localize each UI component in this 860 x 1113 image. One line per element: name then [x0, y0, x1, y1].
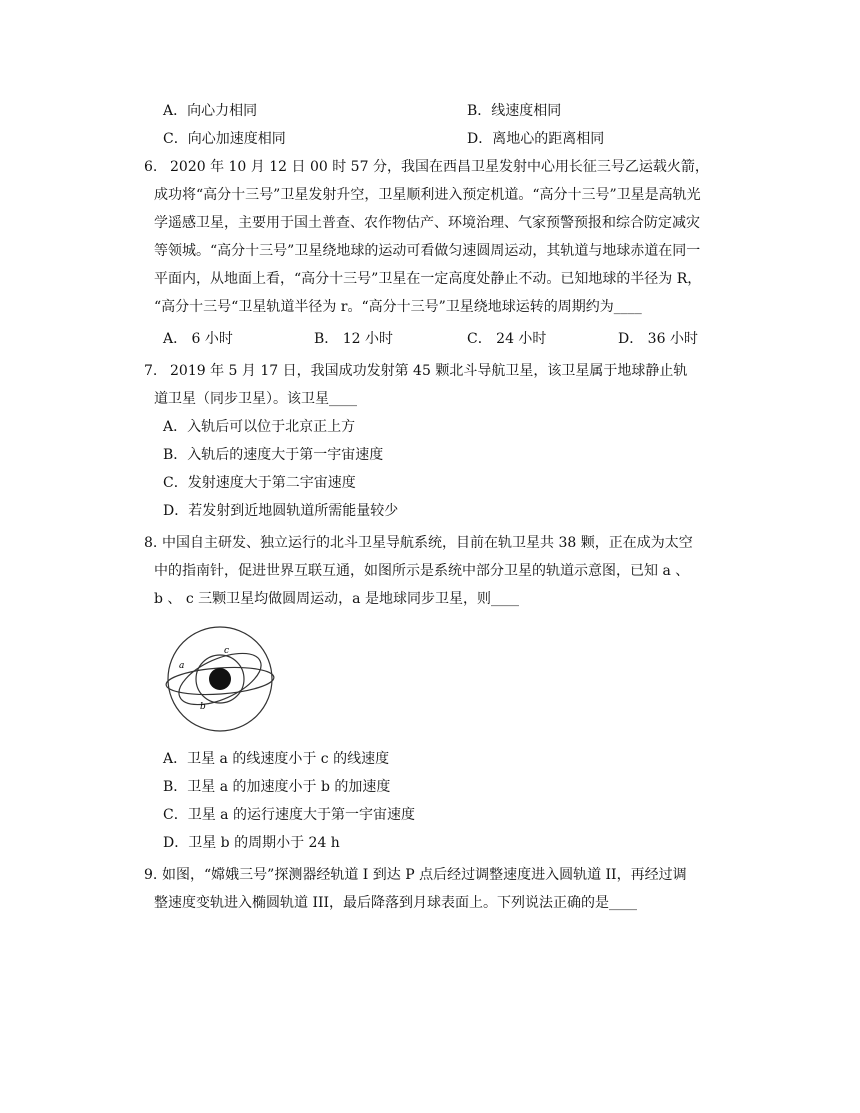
- q6-line-6: “高分十三号“卫星轨道半径为 r。“高分十三号”卫星绕地球运转的周期约为____: [154, 299, 642, 315]
- q9-line-2: 整速度变轨进入椭圆轨道 III，最后降落到月球表面上。下列说法正确的是____: [154, 895, 638, 911]
- satellite-orbit-figure: [164, 625, 276, 737]
- earth: [209, 668, 231, 690]
- label-b: b: [200, 702, 206, 712]
- prev-option-a: A．向心力相同: [163, 103, 258, 119]
- q7-option-c: C．发射速度大于第二宇宙速度: [163, 475, 356, 491]
- q9-number: 9.: [144, 867, 158, 883]
- q6-option-d: D． 36 小时: [618, 331, 698, 347]
- q7-line-2: 道卫星（同步卫星）。该卫星____: [154, 391, 357, 407]
- prev-option-d: D．离地心的距离相同: [467, 131, 605, 147]
- q7-number: 7.: [144, 363, 158, 379]
- q6-option-c: C． 24 小时: [467, 331, 547, 347]
- q8-option-c: C．卫星 a 的运行速度大于第一宇宙速度: [163, 807, 415, 823]
- q8-number: 8.: [144, 535, 158, 551]
- q8-option-a: A．卫星 a 的线速度小于 c 的线速度: [163, 751, 390, 767]
- q6-option-b: B． 12 小时: [314, 331, 394, 347]
- q7-option-b: B．入轨后的速度大于第一宇宙速度: [163, 447, 384, 463]
- q8-line-3: b 、 c 三颗卫星均做圆周运动，a 是地球同步卫星，则____: [154, 591, 519, 607]
- q6-line-4: 等领城。“高分十三号”卫星绕地球的运动可看做匀速圆周运动，其轨道与地球赤道在同一: [154, 243, 701, 259]
- q7-option-d: D．若发射到近地圆轨道所需能量较少: [163, 503, 399, 519]
- q8-line-2: 中的指南针，促进世界互联互通，如图所示是系统中部分卫星的轨道示意图，已知 a 、: [154, 563, 690, 579]
- q9-line-1: 如图，“嫦娥三号”探测器经轨道 I 到达 P 点后经过调整速度进入圆轨道 II，再经过调: [162, 867, 687, 883]
- q8-option-b: B．卫星 a 的加速度小于 b 的加速度: [163, 779, 391, 795]
- q6-line-2: 成功将“高分十三号”卫星发射升空，卫星顺利进入预定机道。“高分十三号”卫星是高轨光: [154, 187, 701, 203]
- prev-option-c: C．向心加速度相同: [163, 131, 286, 147]
- q6-line-5: 平面内，从地面上看，“高分十三号”卫星在一定高度处静止不动。已知地球的半径为 R，: [154, 271, 702, 287]
- label-c: c: [224, 646, 230, 656]
- q7-option-a: A．入轨后可以位于北京正上方: [163, 419, 356, 435]
- q7-line-1: 2019 年 5 月 17 日，我国成功发射第 45 颗北斗导航卫星，该卫星属于地球静止轨: [170, 363, 688, 379]
- q6-number: 6.: [144, 159, 158, 175]
- q6-line-1: 2020 年 10 月 12 日 00 时 57 分，我国在西昌卫星发射中心用长征三号乙运载火箭，: [170, 159, 709, 175]
- q8-option-d: D．卫星 b 的周期小于 24 h: [163, 835, 340, 851]
- q6-line-3: 学遥感卫星，主要用于国土普查、农作物估产、环境治理、气家预警预报和综合防定减灾: [154, 215, 700, 231]
- prev-option-b: B．线速度相同: [467, 103, 562, 119]
- q6-option-a: A． 6 小时: [163, 331, 233, 347]
- label-a: a: [179, 661, 185, 671]
- q8-line-1: 中国自主研发、独立运行的北斗卫星导航系统，目前在轨卫星共 38 颗，正在成为太空: [162, 535, 693, 551]
